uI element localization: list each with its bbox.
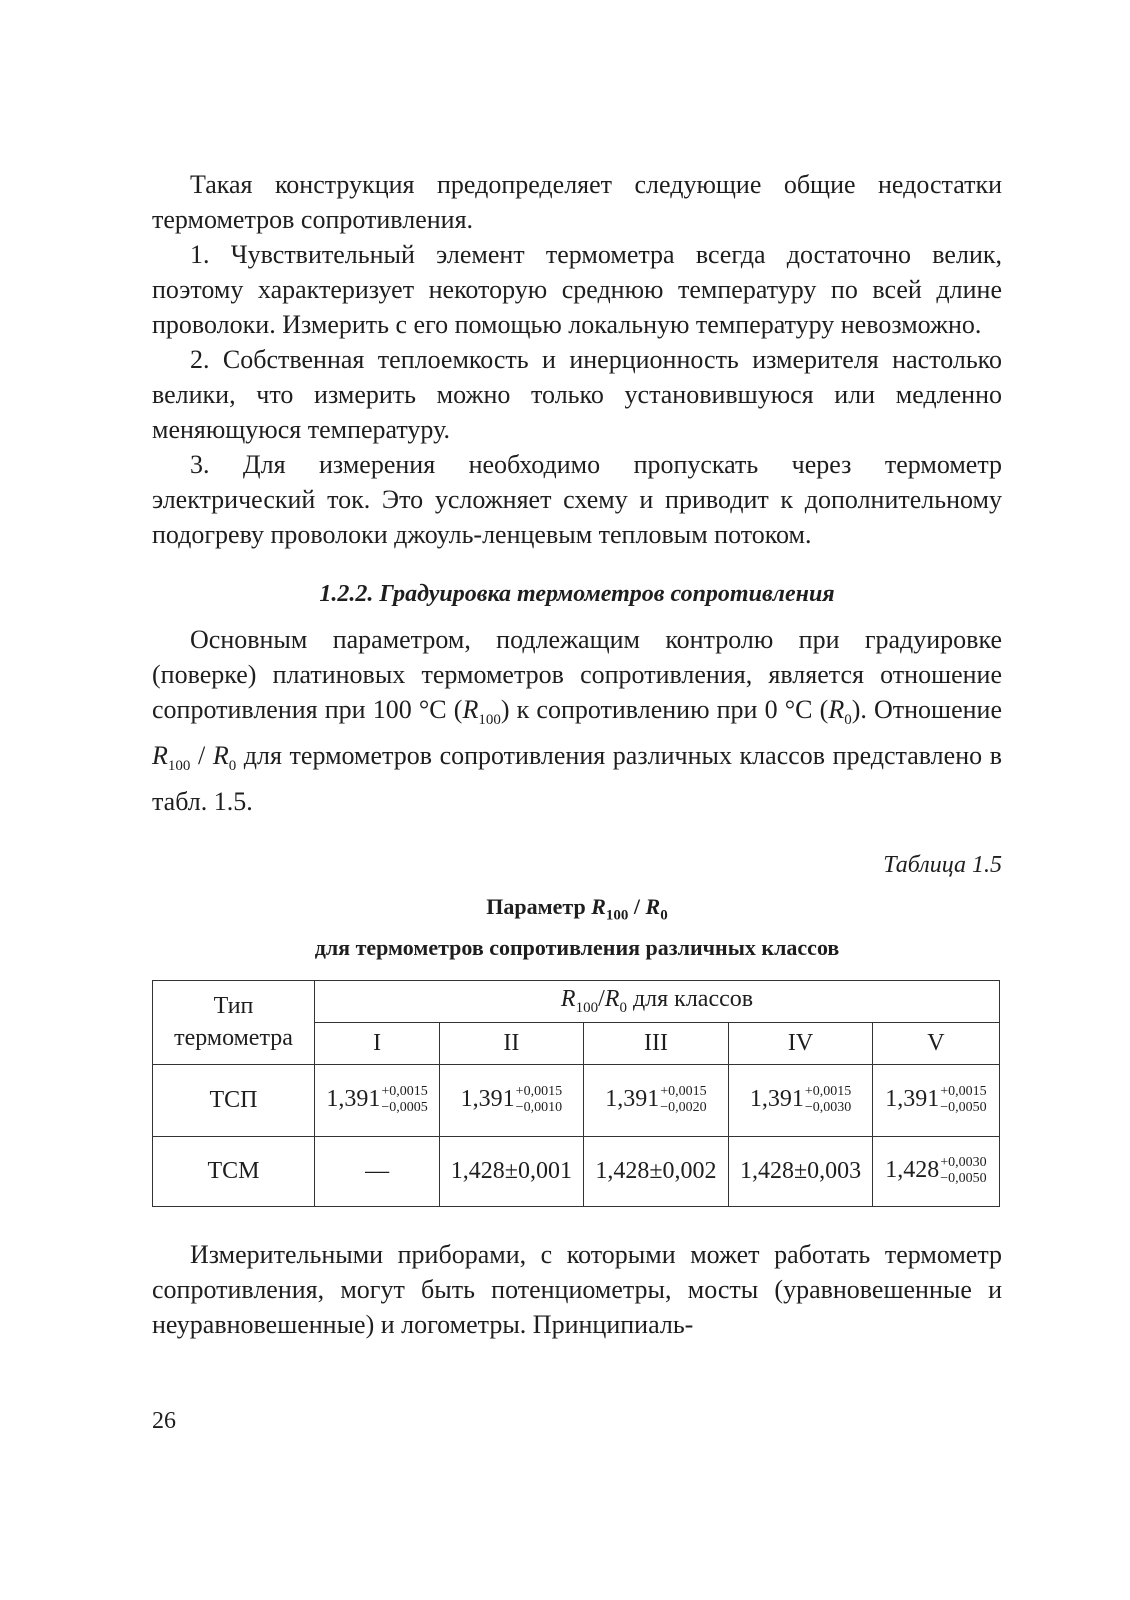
tolerance-upper: +0,0015 bbox=[515, 1084, 563, 1100]
symbol-r: R bbox=[828, 695, 845, 724]
subscript-0: 0 bbox=[660, 907, 668, 924]
value-cell: 1,428±0,002 bbox=[583, 1136, 729, 1206]
page-number: 26 bbox=[152, 1408, 176, 1434]
subscript-0: 0 bbox=[619, 999, 627, 1016]
header-suffix: для классов bbox=[626, 985, 754, 1012]
tolerance-upper: +0,0015 bbox=[660, 1084, 707, 1100]
symbol-r: R bbox=[462, 695, 479, 724]
text-part: ) к сопротивлению при 0 °C ( bbox=[500, 695, 829, 724]
value-base: 1,428 bbox=[885, 1156, 940, 1183]
text-part: для термометров сопротивления различных классов представлено в табл. 1.5. bbox=[152, 741, 1002, 817]
header-type-line-2: термометра bbox=[174, 1025, 293, 1052]
value-base: 1,391 bbox=[605, 1085, 660, 1112]
symbol-r: R bbox=[560, 985, 576, 1012]
subscript-100: 100 bbox=[575, 999, 599, 1016]
tolerance-upper: +0,0015 bbox=[940, 1084, 987, 1100]
value-cell: — bbox=[315, 1136, 440, 1206]
title-prefix: Параметр bbox=[486, 894, 592, 920]
class-header: I bbox=[315, 1022, 440, 1064]
subscript-100: 100 bbox=[167, 758, 191, 775]
table-header-row bbox=[153, 980, 1000, 1022]
table-title-line-1 bbox=[152, 891, 1002, 931]
value-cell bbox=[583, 1064, 729, 1136]
table-row bbox=[153, 1064, 1000, 1136]
value-base: 1,391 bbox=[326, 1085, 381, 1112]
value-cell bbox=[872, 1136, 999, 1206]
header-ratio-group: $R_{100}/R_0$ для классов bbox=[315, 980, 1000, 1022]
class-header: III bbox=[583, 1022, 729, 1064]
row-type: ТСМ bbox=[153, 1136, 315, 1206]
value-cell: 1,428±0,003 bbox=[729, 1136, 873, 1206]
class-header: II bbox=[440, 1022, 584, 1064]
symbol-r: R bbox=[645, 894, 661, 920]
table-title-line-2: для термометров сопротивления различных классов bbox=[314, 934, 840, 960]
subscript-100: 100 bbox=[605, 907, 629, 924]
value-base: 1,391 bbox=[460, 1085, 515, 1112]
slash: / bbox=[628, 894, 646, 920]
tolerance-upper: +0,0015 bbox=[804, 1084, 852, 1100]
tolerance-lower: −0,0020 bbox=[660, 1100, 707, 1116]
value-cell: 1,428±0,001 bbox=[440, 1136, 584, 1206]
symbol-r: R bbox=[212, 741, 229, 771]
row-type: ТСП bbox=[153, 1064, 315, 1136]
page-content bbox=[152, 167, 1002, 1342]
paragraph-intro: Такая конструкция предопределяет следующие общие недостатки термометров сопротивления. bbox=[152, 170, 1002, 234]
symbol-r: R bbox=[152, 741, 168, 771]
class-header: V bbox=[872, 1022, 999, 1064]
paragraph-item-1: 1. Чувствительный элемент термометра всегда достаточно велик, поэтому характеризует некоторую среднюю температуру по всей длине проволоки. Измерить с его помощью локальную температуру невозможно. bbox=[152, 240, 1002, 339]
header-type-line-1: Тип bbox=[213, 993, 254, 1020]
tolerance-lower: −0,0010 bbox=[515, 1100, 563, 1116]
paragraph-item-3: 3. Для измерения необходимо пропускать через термометр электрический ток. Это усложняет схему и приводит к дополнительному подогреву проволоки джоуль-ленцевым тепловым потоком. bbox=[152, 450, 1002, 549]
text-part: ). Отношение bbox=[851, 695, 1002, 724]
table-caption: Таблица 1.5 bbox=[883, 852, 1002, 879]
tolerance-lower: −0,0030 bbox=[804, 1100, 852, 1116]
ratio-table bbox=[152, 980, 1000, 1207]
slash: / bbox=[190, 741, 213, 771]
value-base: 1,391 bbox=[749, 1085, 804, 1112]
table-row bbox=[153, 1136, 1000, 1206]
value-cell bbox=[440, 1064, 584, 1136]
paragraph-ratio bbox=[152, 622, 1002, 819]
value-base: 1,391 bbox=[885, 1085, 940, 1112]
subscript-100: 100 bbox=[478, 712, 501, 729]
value-cell bbox=[729, 1064, 873, 1136]
value-cell bbox=[872, 1064, 999, 1136]
symbol-r: R bbox=[604, 985, 620, 1012]
header-type bbox=[153, 980, 315, 1064]
value-cell bbox=[315, 1064, 440, 1136]
tolerance-upper: +0,0030 bbox=[940, 1155, 987, 1171]
tolerance-lower: −0,0005 bbox=[381, 1100, 428, 1116]
class-header: IV bbox=[729, 1022, 873, 1064]
section-heading: 1.2.2. Градуировка термометров сопротивления bbox=[319, 581, 835, 607]
tolerance-lower: −0,0050 bbox=[940, 1100, 987, 1116]
symbol-r: R bbox=[591, 894, 606, 920]
paragraph-item-2: 2. Собственная теплоемкость и инерционность измерителя настолько велики, что измерить можно только установившуюся или медленно меняющуюся температуру. bbox=[152, 345, 1002, 444]
tolerance-lower: −0,0050 bbox=[940, 1171, 987, 1187]
paragraph-instruments: Измерительными приборами, с которыми может работать термометр сопротивления, могут быть потенциометры, мосты (уравновешенные и неуравновешенные) и логометры. Принципиаль- bbox=[152, 1239, 1002, 1339]
subscript-0: 0 bbox=[844, 712, 852, 729]
subscript-0: 0 bbox=[228, 758, 237, 775]
tolerance-upper: +0,0015 bbox=[381, 1084, 428, 1100]
text-part: Основным параметром, подлежащим контролю при градуировке (поверке) платиновых термометров сопротивления, является отношение сопротивления при 100 °C ( bbox=[152, 625, 1002, 724]
table-title bbox=[152, 891, 1002, 963]
